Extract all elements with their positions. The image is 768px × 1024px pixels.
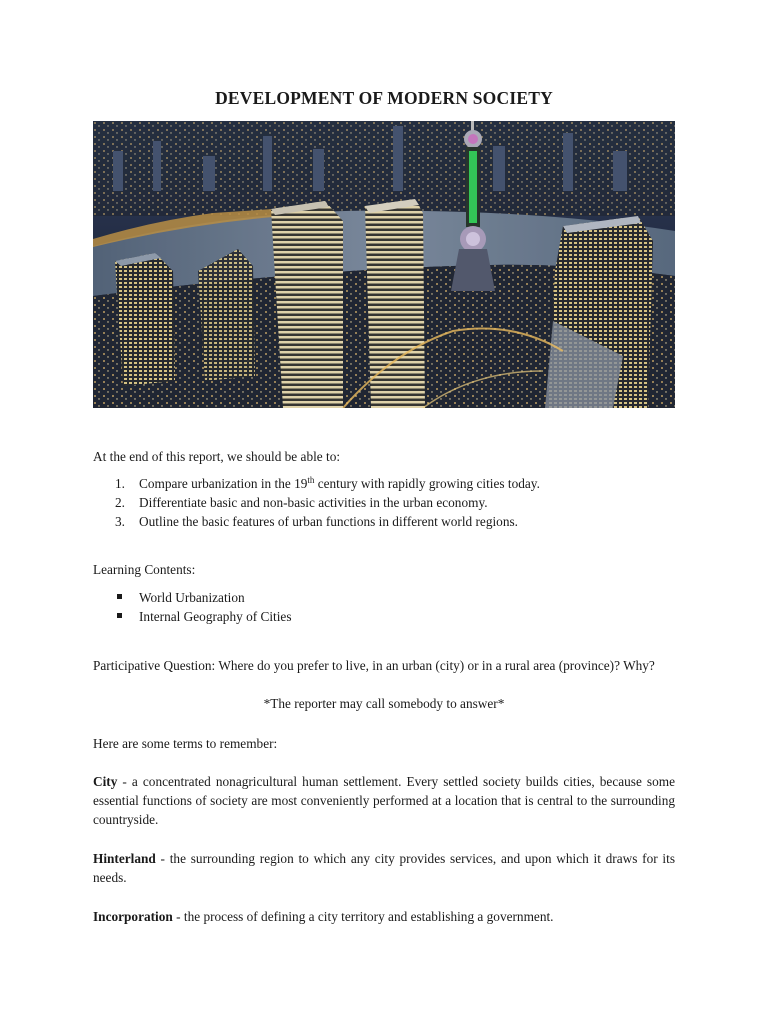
- objective-item: [93, 512, 675, 531]
- term-city: [93, 772, 675, 829]
- contents-list: [93, 588, 675, 626]
- participative-question: Participative Question: Where do you prefer to live, in an urban (city) or in a rural area (province)? Why?: [93, 658, 655, 673]
- contents-item: [93, 607, 675, 626]
- objective-number: 2.: [115, 495, 125, 510]
- objective-superscript: th: [307, 475, 315, 485]
- reporter-note: *The reporter may call somebody to answer*: [263, 696, 505, 711]
- term-definition: - the surrounding region to which any city provides services, and upon which it draws for its needs.: [93, 851, 675, 885]
- objective-text-end: century with rapidly growing cities today.: [314, 476, 540, 491]
- objective-text: Differentiate basic and non-basic activities in the urban economy.: [139, 495, 488, 510]
- objective-text: Outline the basic features of urban functions in different world regions.: [139, 514, 518, 529]
- objective-item: [93, 493, 675, 512]
- objectives-list: [93, 474, 675, 531]
- city-skyline-photo: [93, 121, 675, 408]
- term-label: Hinterland: [93, 851, 156, 866]
- term-label: City: [93, 774, 118, 789]
- objective-number: 1.: [115, 476, 125, 491]
- contents-item: [93, 588, 675, 607]
- bullet-icon: [117, 594, 122, 599]
- objective-item: [93, 474, 675, 493]
- bullet-icon: [117, 613, 122, 618]
- objective-text: Compare urbanization in the 19: [139, 476, 308, 491]
- objectives-intro: At the end of this report, we should be able to:: [93, 449, 341, 464]
- terms-intro: Here are some terms to remember:: [93, 736, 278, 751]
- objective-number: 3.: [115, 514, 125, 529]
- term-incorporation: [93, 907, 675, 926]
- term-label: Incorporation: [93, 909, 173, 924]
- contents-item-text: World Urbanization: [139, 590, 245, 605]
- contents-item-text: Internal Geography of Cities: [139, 609, 292, 624]
- term-hinterland: [93, 849, 675, 887]
- term-definition: - a concentrated nonagricultural human settlement. Every settled society builds cities, because some essential functions of society are most conveniently performed at a location that is central to the surrounding countryside.: [93, 774, 675, 827]
- document-title: DEVELOPMENT OF MODERN SOCIETY: [215, 88, 553, 108]
- term-definition: - the process of defining a city territory and establishing a government.: [172, 909, 554, 924]
- contents-heading: Learning Contents:: [93, 562, 196, 577]
